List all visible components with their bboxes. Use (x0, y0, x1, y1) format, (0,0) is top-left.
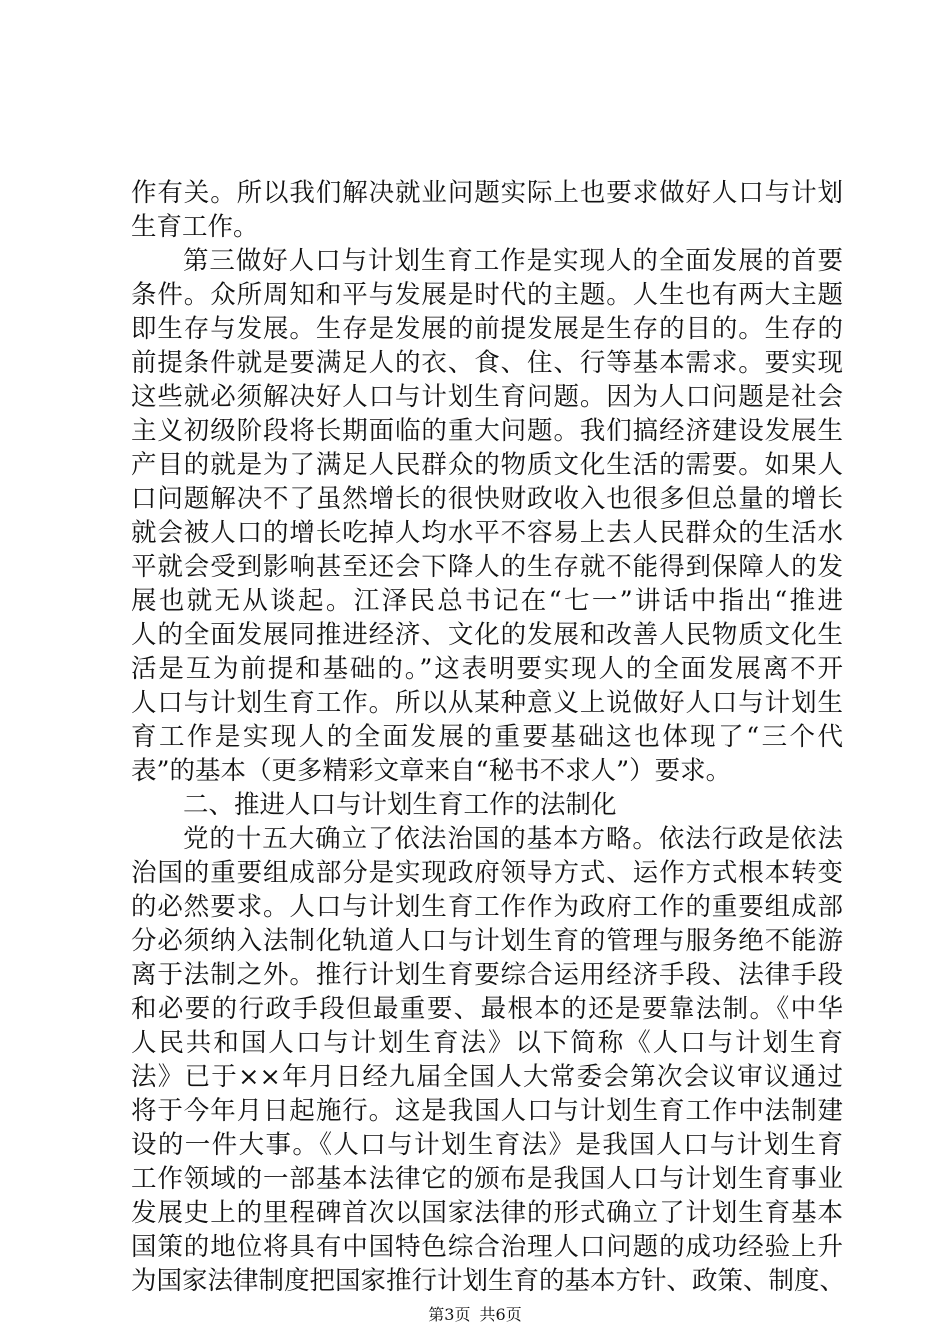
text-line: 的必然要求。人口与计划生育工作作为政府工作的重要组成部 (131, 892, 843, 922)
text-line: 和必要的行政手段但最重要、最根本的还是要靠法制。《中华 (131, 994, 843, 1024)
text-line: 条件。众所周知和平与发展是时代的主题。人生也有两大主题 (131, 280, 843, 310)
text-line: 产目的就是为了满足人民群众的物质文化生活的需要。如果人 (131, 450, 843, 480)
text-line: 即生存与发展。生存是发展的前提发展是生存的目的。生存的 (131, 314, 843, 344)
text-line: 分必须纳入法制化轨道人口与计划生育的管理与服务绝不能游 (131, 926, 843, 956)
text-line: 生育工作。 (131, 212, 259, 242)
text-line: 治国的重要组成部分是实现政府领导方式、运作方式根本转变 (131, 858, 843, 888)
text-line: 人民共和国人口与计划生育法》以下简称《人口与计划生育 (131, 1028, 843, 1058)
paragraph-start-line: 第三做好人口与计划生育工作是实现人的全面发展的首要 (183, 246, 843, 276)
text-line: 发展史上的里程碑首次以国家法律的形式确立了计划生育基本 (131, 1198, 843, 1228)
text-line: 离于法制之外。推行计划生育要综合运用经济手段、法律手段 (131, 960, 843, 990)
page-number: 第3页 (428, 1305, 471, 1324)
text-line: 这些就必须解决好人口与计划生育问题。因为人口问题是社会 (131, 382, 843, 412)
page-footer (0, 1304, 950, 1326)
text-line: 工作领域的一部基本法律它的颁布是我国人口与计划生育事业 (131, 1164, 843, 1194)
text-line: 国策的地位将具有中国特色综合治理人口问题的成功经验上升 (131, 1232, 843, 1262)
text-line: 活是互为前提和基础的。”这表明要实现人的全面发展离不开 (131, 654, 843, 684)
text-line: 就会被人口的增长吃掉人均水平不容易上去人民群众的生活水 (131, 518, 843, 548)
text-line: 将于今年月日起施行。这是我国人口与计划生育工作中法制建 (131, 1096, 843, 1126)
text-line: 前提条件就是要满足人的衣、食、住、行等基本需求。要实现 (131, 348, 843, 378)
text-line: 口问题解决不了虽然增长的很快财政收入也很多但总量的增长 (131, 484, 843, 514)
page-total: 共6页 (479, 1305, 522, 1324)
text-line: 为国家法律制度把国家推行计划生育的基本方针、政策、制度、 (131, 1266, 846, 1296)
text-line: 表”的基本（更多精彩文章来自“秘书不求人”）要求。 (131, 756, 732, 786)
text-line: 法》已于××年月日经九届全国人大常委会第次会议审议通过 (131, 1062, 843, 1092)
text-line: 育工作是实现人的全面发展的重要基础这也体现了“三个代 (131, 722, 843, 752)
section-heading: 二、推进人口与计划生育工作的法制化 (183, 790, 617, 820)
text-line: 平就会受到影响甚至还会下降人的生存就不能得到保障人的发 (131, 552, 843, 582)
text-line: 作有关。所以我们解决就业问题实际上也要求做好人口与计划 (131, 178, 843, 208)
paragraph-start-line: 党的十五大确立了依法治国的基本方略。依法行政是依法 (183, 824, 843, 854)
text-line: 人的全面发展同推进经济、文化的发展和改善人民物质文化生 (131, 620, 843, 650)
text-line: 人口与计划生育工作。所以从某种意义上说做好人口与计划生 (131, 688, 843, 718)
text-line: 设的一件大事。《人口与计划生育法》是我国人口与计划生育 (131, 1130, 843, 1160)
text-line: 展也就无从谈起。江泽民总书记在“七一”讲话中指出“推进 (131, 586, 843, 616)
text-line: 主义初级阶段将长期面临的重大问题。我们搞经济建设发展生 (131, 416, 843, 446)
